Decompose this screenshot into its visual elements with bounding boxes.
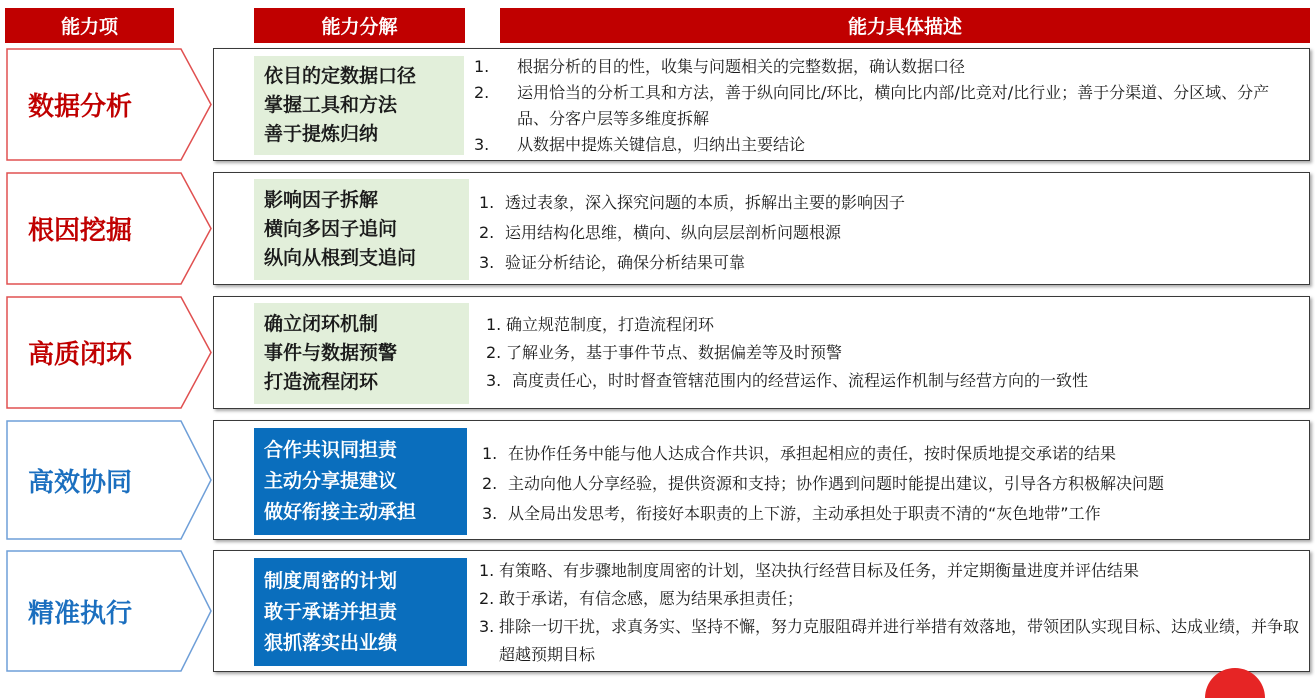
list-item: 3. 从数据中提炼关键信息，归纳出主要结论: [474, 135, 806, 154]
breakdown-line: 事件与数据预警: [264, 342, 398, 364]
description-list: [474, 54, 1284, 158]
description-panel: [213, 172, 1310, 285]
list-item: 2. 主动向他人分享经验，提供资源和支持；协作遇到问题时能提出建议，引导各方积极解决问题: [482, 474, 1165, 493]
breakdown-line: 善于提炼归纳: [264, 123, 379, 145]
list-item: 2. 运用恰当的分析工具和方法，善于纵向同比/环比，横向比内部/比竞对/比行业；善于分渠道、分区域、分产品、分客户层等多维度拆解: [474, 83, 1270, 128]
breakdown-line: 打造流程闭环: [264, 371, 379, 393]
breakdown-line: 横向多因子追问: [264, 218, 398, 240]
list-item: 3. 验证分析结论，确保分析结果可靠: [479, 253, 746, 272]
breakdown-line: 纵向从根到支追问: [264, 247, 417, 269]
decorative-corner-shape: [1205, 668, 1265, 698]
description-list: [486, 311, 1286, 395]
breakdown-box: [254, 558, 467, 666]
list-item: 1. 透过表象，深入探究问题的本质，拆解出主要的影响因子: [479, 193, 906, 212]
chevron-label: [6, 420, 214, 540]
capability-row-data-analysis: [0, 48, 1315, 161]
description-list: [479, 188, 1279, 278]
chevron-label: [6, 172, 214, 285]
breakdown-line: 影响因子拆解: [264, 189, 379, 211]
breakdown-box: [254, 303, 469, 404]
capability-row-execution: [0, 550, 1315, 672]
description-list: [482, 439, 1302, 529]
list-item: 3. 从全局出发思考，衔接好本职责的上下游，主动承担处于职责不清的“灰色地带”工作: [482, 504, 1101, 523]
list-item: 1. 确立规范制度，打造流程闭环: [486, 315, 715, 334]
breakdown-line: 主动分享提建议: [264, 470, 398, 492]
breakdown-line: 合作共识同担责: [264, 439, 398, 461]
breakdown-box: [254, 179, 469, 280]
breakdown-line: 掌握工具和方法: [264, 94, 398, 116]
capability-row-closed-loop: [0, 296, 1315, 409]
list-item: 1. 有策略、有步骤地制度周密的计划，坚决执行经营目标及任务，并定期衡量进度并评估结果: [479, 561, 1140, 580]
description-panel: [213, 550, 1310, 672]
list-item: 1. 根据分析的目的性，收集与问题相关的完整数据，确认数据口径: [474, 57, 966, 76]
header-capability-item: 能力项: [5, 8, 174, 43]
breakdown-line: 确立闭环机制: [264, 313, 379, 335]
capability-title: 根因挖掘: [28, 216, 133, 246]
description-panel: [213, 48, 1310, 161]
breakdown-line: 做好衔接主动承担: [264, 501, 417, 523]
chevron-label: [6, 550, 214, 672]
chevron-label: [6, 296, 214, 409]
breakdown-box: [254, 428, 467, 535]
breakdown-line: 制度周密的计划: [264, 569, 398, 592]
list-item: 2. 运用结构化思维，横向、纵向层层剖析问题根源: [479, 223, 842, 242]
capability-title: 高质闭环: [28, 340, 133, 370]
list-item: 1. 在协作任务中能与他人达成合作共识，承担起相应的责任，按时保质地提交承诺的结果: [482, 444, 1117, 463]
capability-title: 精准执行: [28, 598, 133, 629]
breakdown-line: 依目的定数据口径: [264, 65, 417, 87]
breakdown-line: 狠抓落实出业绩: [264, 631, 398, 654]
header-capability-description: 能力具体描述: [500, 8, 1310, 43]
capability-row-root-cause: [0, 172, 1315, 285]
breakdown-line: 敢于承诺并担责: [264, 600, 398, 623]
capability-title: 高效协同: [28, 467, 133, 498]
list-item: 2. 了解业务，基于事件节点、数据偏差等及时预警: [486, 343, 843, 362]
header-capability-breakdown: 能力分解: [254, 8, 465, 43]
list-item: 3. 排除一切干扰，求真务实、坚持不懈，努力克服阻碍并进行举措有效落地，带领团队实现目标、达成业绩，并争取超越预期目标: [479, 617, 1300, 664]
chevron-label: [6, 48, 214, 161]
description-panel: [213, 420, 1310, 540]
capability-title: 数据分析: [28, 92, 133, 122]
list-item: 3. 高度责任心，时时督查管辖范围内的经营运作、流程运作机制与经营方向的一致性: [486, 371, 1089, 390]
capability-row-collaboration: [0, 420, 1315, 540]
list-item: 2. 敢于承诺，有信念感，愿为结果承担责任；: [479, 589, 804, 608]
breakdown-box: [254, 56, 464, 155]
description-panel: [213, 296, 1310, 409]
description-list: [479, 557, 1304, 669]
